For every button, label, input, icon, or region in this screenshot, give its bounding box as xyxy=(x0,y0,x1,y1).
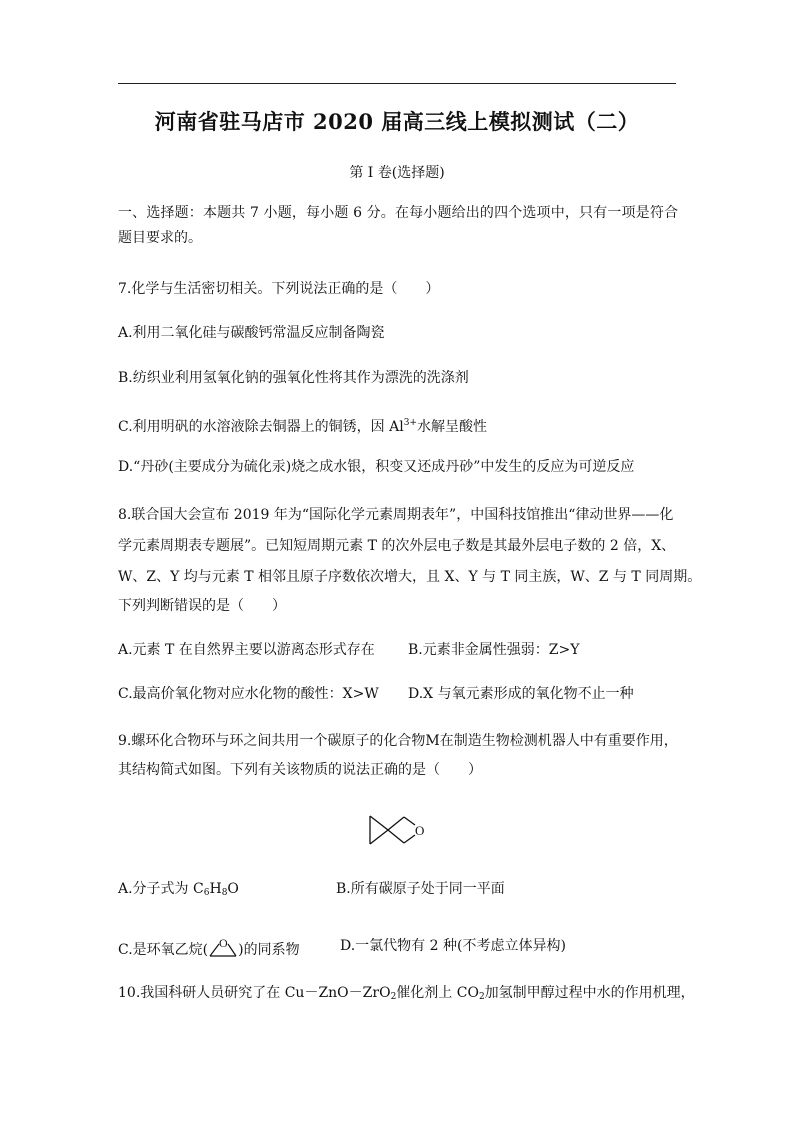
oxetane-bond xyxy=(388,817,404,830)
q8-stem-line4: 下列判断错误的是（ ） xyxy=(118,598,286,614)
q7-option-c-tail: 水解呈酸性 xyxy=(416,419,487,435)
q7-option-d: D.“丹砂(主要成分为硫化汞)烧之成水银，积变又还成丹砂”中发生的反应为可逆反应 xyxy=(118,459,635,475)
q10-stem-text: 催化剂上 CO xyxy=(396,985,479,1001)
oxetane-bond xyxy=(404,835,415,843)
q9-option-a-o: O xyxy=(227,881,239,897)
q9-stem-line1: 9.螺环化合物环与环之间共用一个碳原子的化合物M在制造生物检测机器人中有重要作用， xyxy=(118,733,678,749)
q8-option-b: B.元素非金属性强弱：Z>Y xyxy=(408,642,580,658)
q9-option-a-h: H xyxy=(209,881,222,897)
q9-option-c xyxy=(118,934,300,963)
q9-option-c-tail: )的同系物 xyxy=(238,942,300,958)
q9-option-a xyxy=(118,877,239,906)
q7-option-b: B.纺织业利用氢氧化钠的强氧化性将其作为漂洗的洗涤剂 xyxy=(118,370,469,386)
q10-stem-text: 10.我国科研人员研究了在 Cu－ZnO－ZrO xyxy=(118,985,391,1001)
q8-stem-line1: 8.联合国大会宣布 2019 年为“国际化学元素周期表年”，中国科技馆推出“律动世界——化 xyxy=(118,507,674,523)
section-subtitle: 第 I 卷(选择题) xyxy=(349,165,445,181)
q9-option-a-sub: 8 xyxy=(221,888,228,898)
section-intro: 一、选择题：本题共 7 小题，每小题 6 分。在每小题给出的四个选项中，只有一项是符合题目要求的。 xyxy=(118,205,678,246)
q10-stem-sub: 2 xyxy=(478,992,485,1002)
q9-stem-line2: 其结构简式如图。下列有关该物质的说法正确的是（ ） xyxy=(118,762,482,778)
q10-stem-text: 加氢制甲醇过程中水的作用机理， xyxy=(484,985,695,1001)
q9-option-a-text: A.分子式为 C xyxy=(118,881,204,897)
q7-stem: 7.化学与生活密切相关。下列说法正确的是（ ） xyxy=(118,281,440,297)
cyclopropane-bond xyxy=(370,830,388,844)
q7-option-c-text: C.利用明矾的水溶液除去铜器上的铜锈，因 Al xyxy=(118,419,404,435)
ethylene-oxide-structure xyxy=(208,934,238,960)
q7-option-c xyxy=(118,411,678,440)
oxygen-atom-label: O xyxy=(415,823,425,838)
spiro-compound-structure xyxy=(366,812,436,848)
q10-stem xyxy=(118,981,695,1010)
epoxide-oxygen-label: O xyxy=(219,936,228,950)
epoxide-bond xyxy=(210,944,219,956)
oxetane-bond xyxy=(388,830,404,843)
q8-option-a: A.元素 T 在自然界主要以游离态形式存在 xyxy=(118,642,375,658)
oxetane-bond xyxy=(404,817,415,825)
epoxide-bond xyxy=(228,944,236,956)
q8-stem-line3: W、Z、Y 均与元素 T 相邻且原子序数依次增大，且 X、Y 与 T 同主族，W、Z 与 T 同周期。 xyxy=(118,569,702,585)
q8-option-c: C.最高价氧化物对应水化物的酸性：X>W xyxy=(118,686,379,702)
page-title: 河南省驻马店市 2020 届高三线上模拟测试（二） xyxy=(154,109,640,134)
q9-option-d: D.一氯代物有 2 种(不考虑立体异构) xyxy=(340,938,566,954)
q9-option-a-sub: 6 xyxy=(203,888,210,898)
q9-option-c-text: C.是环氧乙烷( xyxy=(118,942,209,958)
q9-option-b: B.所有碳原子处于同一平面 xyxy=(336,881,505,897)
cyclopropane-bond xyxy=(370,816,388,830)
q8-stem-line2: 学元素周期表专题展”。已知短周期元素 T 的次外层电子数是其最外层电子数的 2 倍，X、 xyxy=(118,538,676,554)
q7-option-c-charge: 3+ xyxy=(403,418,417,428)
q8-option-d: D.X 与氧元素形成的氧化物不止一种 xyxy=(408,686,634,702)
q7-option-a: A.利用二氧化硅与碳酸钙常温反应制备陶瓷 xyxy=(118,325,385,341)
header-rule xyxy=(118,83,676,84)
q10-stem-sub: 2 xyxy=(390,992,397,1002)
